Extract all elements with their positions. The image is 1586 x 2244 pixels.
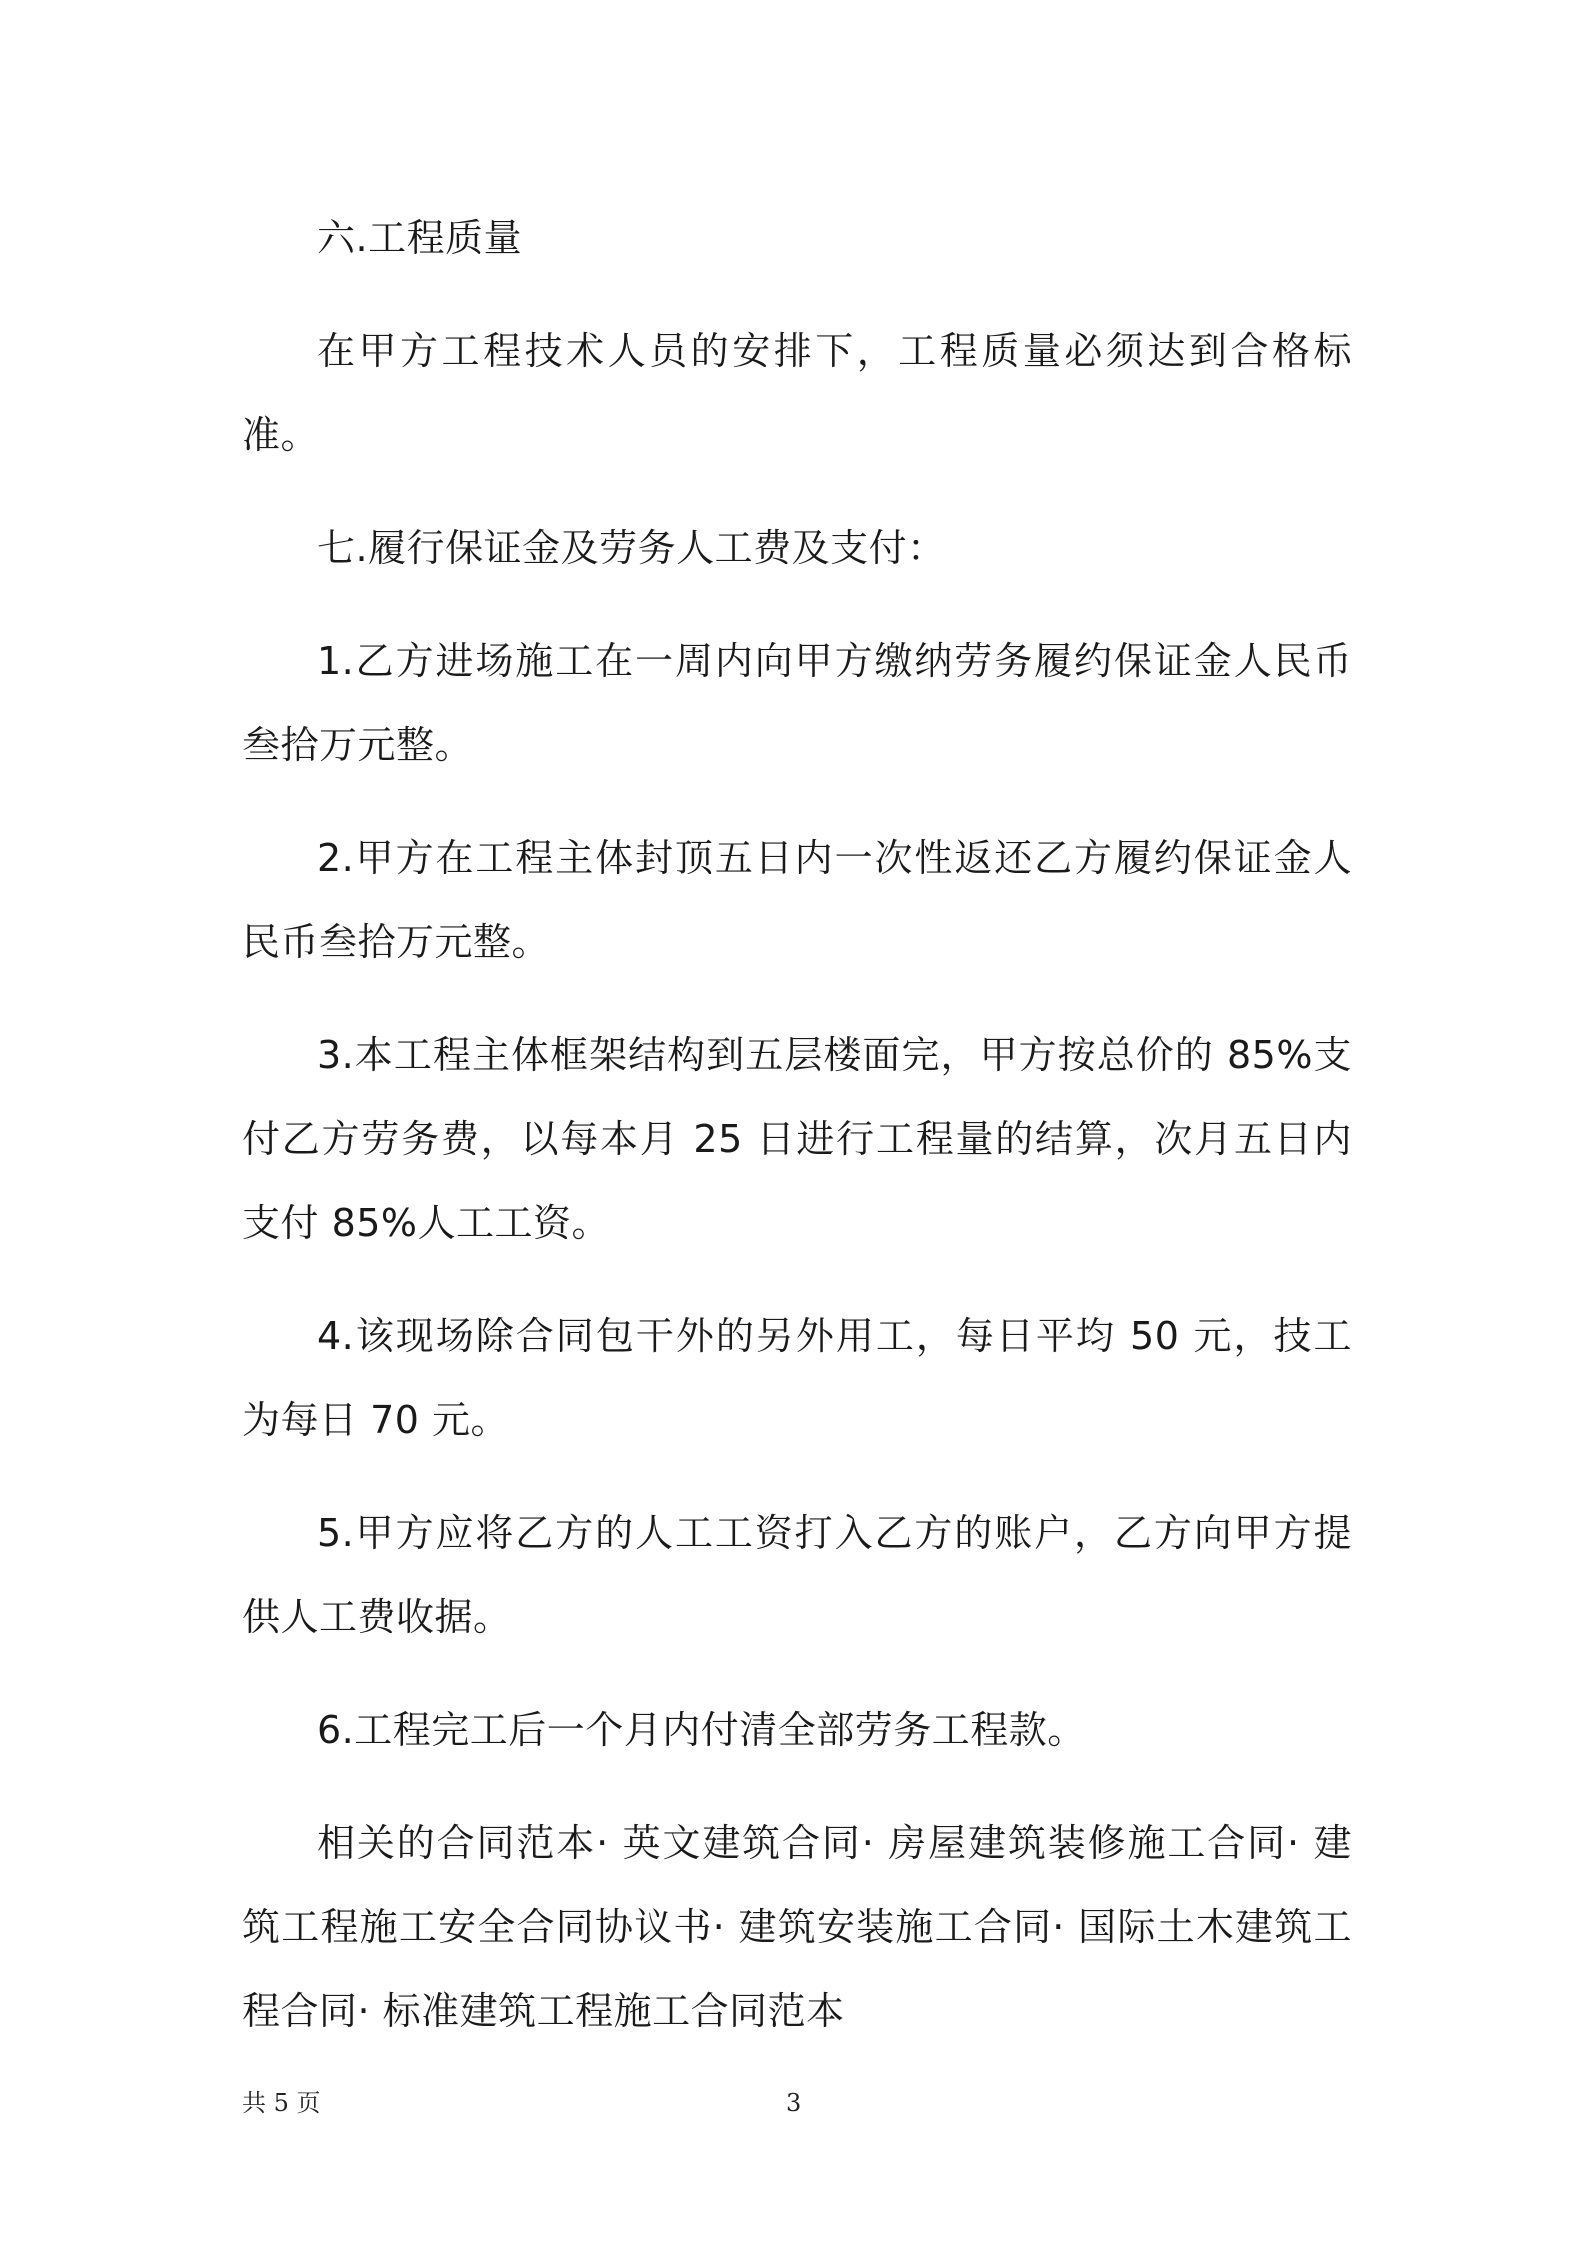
- clause-3: 3.本工程主体框架结构到五层楼面完，甲方按总价的 85%支付乙方劳务费，以每本月 25 日进行工程量的结算，次月五日内支付 85%人工工资。: [242, 1033, 1352, 1245]
- document-body: [242, 196, 1352, 2082]
- clause-4: 4.该现场除合同包干外的另外用工，每日平均 50 元，技工为每日 70 元。: [242, 1314, 1352, 1442]
- section-heading-quality: 六.工程质量: [317, 216, 523, 260]
- footer-total-pages: 共 5 页: [242, 2089, 321, 2117]
- clause-6: 6.工程完工后一个月内付清全部劳务工程款。: [317, 1708, 1086, 1752]
- clause-5: 5.甲方应将乙方的人工工资打入乙方的账户，乙方向甲方提供人工费收据。: [242, 1511, 1352, 1639]
- paragraph-quality-standard: 在甲方工程技术人员的安排下，工程质量必须达到合格标准。: [242, 329, 1352, 457]
- section-heading-payment: 七.履行保证金及劳务人工费及支付：: [317, 526, 946, 570]
- clause-2: 2.甲方在工程主体封顶五日内一次性返还乙方履约保证金人民币叁拾万元整。: [242, 836, 1352, 964]
- footer-page-number: 3: [786, 2089, 802, 2117]
- clause-1: 1.乙方进场施工在一周内向甲方缴纳劳务履约保证金人民币叁拾万元整。: [242, 639, 1352, 767]
- related-templates: 相关的合同范本· 英文建筑合同· 房屋建筑装修施工合同· 建筑工程施工安全合同协议书· 建筑安装施工合同· 国际土木建筑工程合同· 标准建筑工程施工合同范本: [242, 1821, 1352, 2033]
